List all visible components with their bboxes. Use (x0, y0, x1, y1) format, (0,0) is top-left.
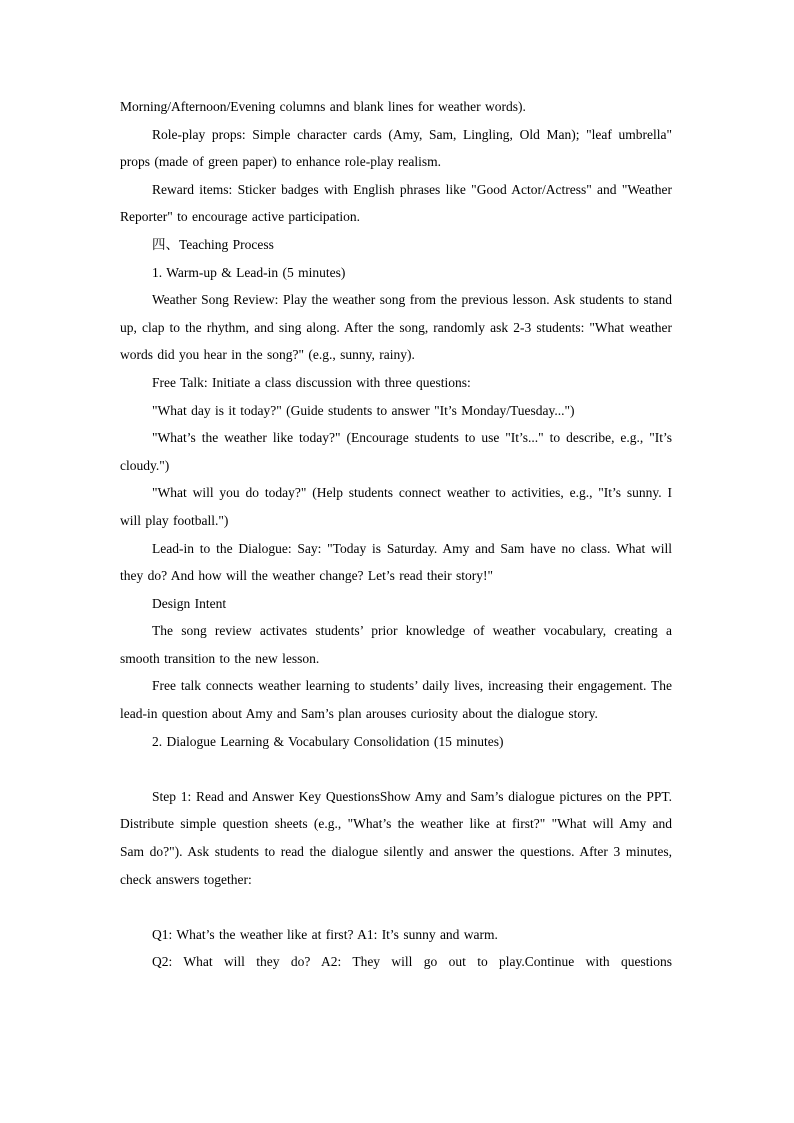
question-what-will-you-do: "What will you do today?" (Help students connect weather to activities, e.g., "It’s sunny. I will play football.") (120, 485, 672, 528)
subheading-warm-up: 1. Warm-up & Lead-in (5 minutes) (152, 264, 346, 280)
document-page (120, 93, 672, 976)
section-heading-teaching-process: 四、Teaching Process (152, 236, 274, 252)
question-answer-1: Q1: What’s the weather like at first? A1: It’s sunny and warm. (152, 926, 498, 942)
paragraph-step-1: Step 1: Read and Answer Key QuestionsShow Amy and Sam’s dialogue pictures on the PPT. Distribute simple question sheets (e.g., "What’s the weather like at first?" "What will Amy and Sam do?"). Ask students to read the dialogue silently and answer the questions. After 3 minutes, check answers together: (120, 788, 672, 887)
subheading-dialogue-learning: 2. Dialogue Learning & Vocabulary Consolidation (15 minutes) (152, 733, 504, 749)
heading-design-intent: Design Intent (152, 595, 227, 611)
paragraph-lead-in-dialogue: Lead-in to the Dialogue: Say: "Today is Saturday. Amy and Sam have no class. What will they do? And how will the weather change? Let’s read their story!" (120, 540, 672, 584)
question-weather-today: "What’s the weather like today?" (Encourage students to use "It’s..." to describe, e.g., "It’s cloudy.") (120, 430, 672, 473)
blank-line (120, 893, 672, 921)
paragraph-free-talk: Free Talk: Initiate a class discussion with three questions: (152, 374, 471, 390)
paragraph-materials-columns: Morning/Afternoon/Evening columns and blank lines for weather words). (120, 99, 526, 114)
paragraph-free-talk-intent: Free talk connects weather learning to students’ daily lives, increasing their engagement. The lead-in question about Amy and Sam’s plan arouses curiosity about the dialogue story. (120, 678, 672, 722)
paragraph-role-play-props: Role-play props: Simple character cards (Amy, Sam, Lingling, Old Man); "leaf umbrella" props (made of green paper) to enhance role-play realism. (120, 126, 672, 170)
question-what-day: "What day is it today?" (Guide students to answer "It’s Monday/Tuesday...") (152, 402, 575, 418)
question-answer-2: Q2: What will they do? A2: They will go out to play.Continue with questions (152, 954, 672, 970)
paragraph-reward-items: Reward items: Sticker badges with English phrases like "Good Actor/Actress" and "Weather Reporter" to encourage active participation. (120, 181, 672, 225)
blank-line (120, 755, 672, 783)
paragraph-weather-song-review: Weather Song Review: Play the weather song from the previous lesson. Ask students to stand up, clap to the rhythm, and sing along. After the song, randomly ask 2-3 students: "What weather words did you hear in the song?" (e.g., sunny, rainy). (120, 292, 672, 363)
paragraph-song-review-intent: The song review activates students’ prior knowledge of weather vocabulary, creating a smooth transition to the new lesson. (120, 623, 672, 666)
